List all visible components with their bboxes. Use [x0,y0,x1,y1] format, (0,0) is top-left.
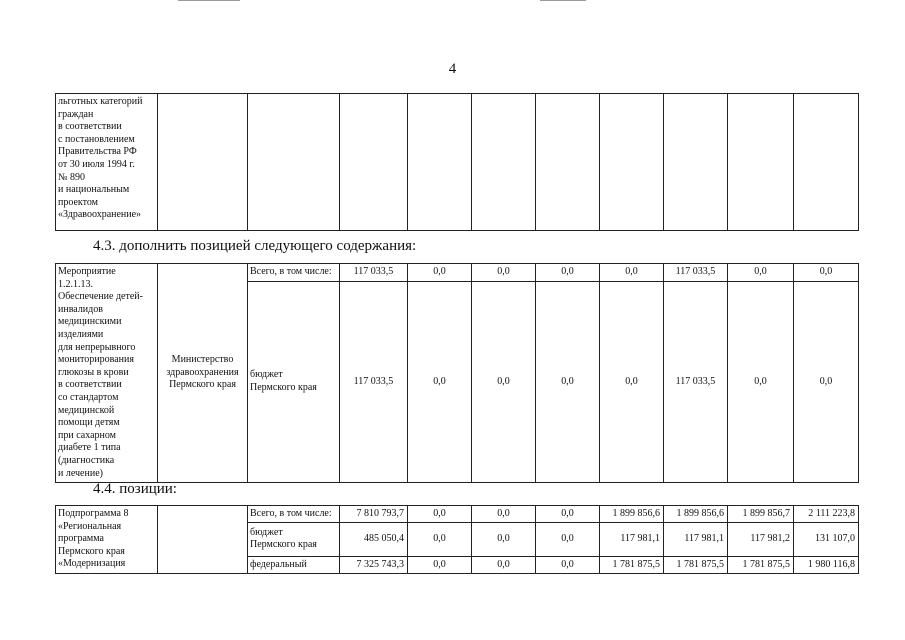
value-cell: 0,0 [728,281,794,482]
funding-source: бюджет Пермского края [248,523,340,556]
value-cell: 0,0 [472,281,536,482]
scan-edge-line [540,0,586,1]
value-cell: 0,0 [408,281,472,482]
executor-cell [158,506,248,574]
funding-source: Всего, в том числе: [248,506,340,523]
value-cell: 1 899 856,6 [664,506,728,523]
executor-cell: Министерство здравоохранения Пермского края [158,264,248,483]
value-cell: 485 050,4 [340,523,408,556]
value-cell: 117 033,5 [664,281,728,482]
section-heading-4-4: 4.4. позиции: [93,481,177,497]
value-cell: 131 107,0 [794,523,859,556]
value-cell: 7 325 743,3 [340,556,408,573]
value-cell: 1 781 875,5 [600,556,664,573]
value-cell: 1 781 875,5 [728,556,794,573]
section-heading-4-3: 4.3. дополнить позицией следующего содержания: [93,238,417,254]
funding-source: федеральный [248,556,340,573]
value-cell: 0,0 [600,264,664,282]
value-cell: 0,0 [536,556,600,573]
subprogram-description: Подпрограмма 8 «Региональная программа Пермского края «Модернизация [56,506,158,574]
value-cell: 1 899 856,6 [600,506,664,523]
value-cell: 1 980 116,8 [794,556,859,573]
value-cell: 0,0 [408,523,472,556]
value-cell: 0,0 [536,523,600,556]
value-cell: 0,0 [536,264,600,282]
funding-source: Всего, в том числе: [248,264,340,282]
value-cell: 0,0 [472,556,536,573]
value-cell: 0,0 [794,264,859,282]
value-cell: 0,0 [472,264,536,282]
value-cell: 117 033,5 [340,264,408,282]
value-cell: 0,0 [472,506,536,523]
funding-source: бюджет Пермского края [248,281,340,482]
page-number: 4 [448,61,457,77]
value-cell: 117 981,1 [600,523,664,556]
value-cell: 0,0 [794,281,859,482]
value-cell: 117 033,5 [340,281,408,482]
value-cell: 0,0 [408,264,472,282]
table-subprogram [55,505,859,574]
value-cell: 0,0 [408,556,472,573]
value-cell: 0,0 [536,281,600,482]
value-cell: 0,0 [408,506,472,523]
value-cell: 1 781 875,5 [664,556,728,573]
value-cell: 1 899 856,7 [728,506,794,523]
value-cell: 117 981,1 [664,523,728,556]
value-cell: 0,0 [472,523,536,556]
value-cell: 0,0 [600,281,664,482]
value-cell: 2 111 223,8 [794,506,859,523]
value-cell: 117 033,5 [664,264,728,282]
value-cell: 7 810 793,7 [340,506,408,523]
value-cell: 117 981,2 [728,523,794,556]
value-cell: 0,0 [536,506,600,523]
table-continuation [55,93,859,231]
value-cell: 0,0 [728,264,794,282]
measure-description: Мероприятие 1.2.1.13. Обеспечение детей- инвалидов медицинскими изделиями для непрерывного мониторирования глюкозы в крови в соответствии со стандартом медицинской помощи детям при сахарном диабете 1 типа (диагностика и лечение) [56,264,158,483]
scan-edge-line [178,0,240,1]
measure-description: льготных категорий граждан в соответствии с постановлением Правительства РФ от 30 июля 1994 г. № 890 и национальным проектом «Здравоохранение» [56,94,158,231]
table-new-position [55,263,859,483]
